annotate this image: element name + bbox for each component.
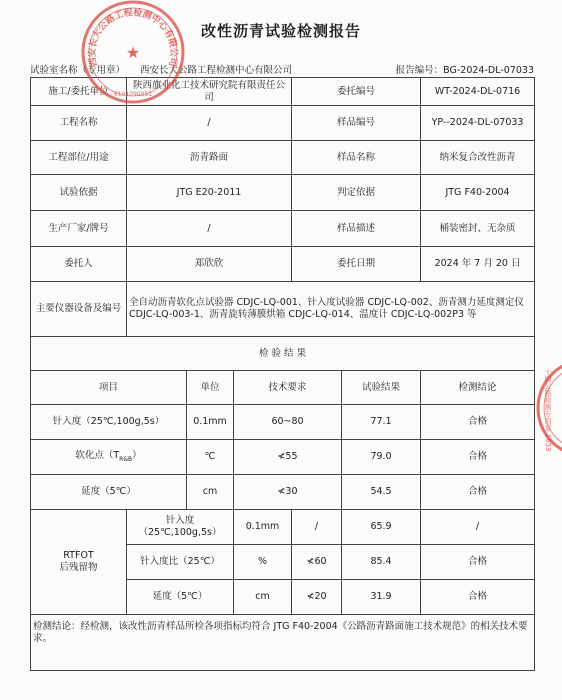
person-label: 委托人: [31, 247, 127, 282]
desc-label: 样品描述: [292, 211, 421, 247]
report-title: 改性沥青试验检测报告: [200, 22, 361, 40]
row-conclusion: 合格: [421, 405, 535, 440]
basis-label: 试验依据: [31, 175, 127, 211]
report-number: 报告编号：BG-2024-DL-07033: [395, 65, 534, 76]
svg-text:★: ★: [125, 43, 141, 62]
lab-label: 试验室名称（专用章）: [30, 65, 126, 76]
row-item-end: ）: [132, 450, 142, 462]
table-row: [31, 510, 535, 545]
row-item: 针入度比（25℃）: [127, 545, 234, 580]
conclusion-row: [31, 615, 535, 671]
entrust-no-value: WT-2024-DL-0716: [421, 78, 535, 106]
project-label: 工程名称: [31, 106, 127, 141]
equipment-value: 全自动沥青软化点试验器 CDJC-LQ-001、针入度试验器 CDJC-LQ-002、沥青测力延度测定仪 CDJC-LQ-003-1、沥青旋转薄膜烘箱 CDJC-LQ-014、温度计 CDJC-LQ-002P3 等: [127, 282, 535, 337]
row-conclusion: 合格: [421, 580, 535, 615]
col-header-req: 技术要求: [234, 371, 342, 405]
table-row: [31, 440, 535, 475]
info-row-location: [31, 141, 535, 175]
side-seal-stamp: [534, 356, 562, 460]
row-result: 31.9: [342, 580, 421, 615]
row-item-main: 软化点（T: [75, 450, 120, 462]
desc-value: 桶装密封、无杂质: [421, 211, 535, 247]
info-row-equipment: [31, 282, 535, 337]
row-conclusion: /: [421, 510, 535, 545]
date-value: 2024 年 7 月 20 日: [421, 247, 535, 282]
row-item: 延度（5℃）: [31, 475, 187, 510]
side-seal-text: 十国公路检测专用章 1653: [544, 368, 552, 452]
col-header-result: 试验结果: [342, 371, 421, 405]
date-label: 委托日期: [292, 247, 421, 282]
row-unit: ℃: [187, 440, 234, 475]
row-item: 针入度（25℃,100g,5s）: [127, 510, 234, 545]
row-unit: cm: [234, 580, 292, 615]
judge-label: 判定依据: [292, 175, 421, 211]
client-value: 陕西旗业化工技术研究院有限责任公司: [127, 78, 292, 106]
row-item: [31, 440, 187, 475]
row-unit: cm: [187, 475, 234, 510]
location-value: 沥青路面: [127, 141, 292, 175]
row-item-sub: R&B: [119, 456, 133, 464]
judge-value: JTG F40-2004: [421, 175, 535, 211]
info-row-maker: [31, 211, 535, 247]
person-value: 郑欣欣: [127, 247, 292, 282]
sample-no-label: 样品编号: [292, 106, 421, 141]
info-row-basis: [31, 175, 535, 211]
sample-no-value: YP--2024-DL-07033: [421, 106, 535, 141]
row-item: 针入度（25℃,100g,5s）: [31, 405, 187, 440]
client-label: 施工/委托单位: [31, 78, 127, 106]
sample-name-value: 纳米复合改性沥青: [421, 141, 535, 175]
project-value: /: [127, 106, 292, 141]
row-req: /: [292, 510, 342, 545]
sample-name-label: 样品名称: [292, 141, 421, 175]
col-header-unit: 单位: [187, 371, 234, 405]
lab-seal-number: 6101090051: [113, 91, 153, 98]
maker-value: /: [127, 211, 292, 247]
row-item: 延度（5℃）: [127, 580, 234, 615]
location-label: 工程部位/用途: [31, 141, 127, 175]
row-result: 79.0: [342, 440, 421, 475]
conclusion-text: 检测结论：经检测，该改性沥青样品所检各项指标均符合 JTG F40-2004《公路沥青路面施工技术规范》的相关技术要求。: [31, 615, 535, 671]
row-conclusion: 合格: [421, 545, 535, 580]
row-req: ≮20: [292, 580, 342, 615]
table-row: [31, 475, 535, 510]
row-result: 85.4: [342, 545, 421, 580]
entrust-no-label: 委托编号: [292, 78, 421, 106]
table-row: [31, 405, 535, 440]
info-row-client: [31, 78, 535, 106]
equipment-label: 主要仪器设备及编号: [31, 282, 127, 337]
row-conclusion: 合格: [421, 440, 535, 475]
maker-label: 生产厂家/牌号: [31, 211, 127, 247]
lab-seal-text: 西安长大公路工程检测中心有限公司: [87, 8, 179, 68]
basis-value: JTG E20-2011: [127, 175, 292, 211]
results-section-row: [31, 337, 535, 371]
row-req: ≮55: [234, 440, 342, 475]
row-unit: 0.1mm: [234, 510, 292, 545]
lab-name: 西安长大公路工程检测中心有限公司: [140, 65, 293, 76]
report-table: [30, 77, 535, 671]
row-req: ≮30: [234, 475, 342, 510]
rtfot-label: RTFOT 后残留物: [31, 510, 127, 615]
col-header-item: 项目: [31, 371, 187, 405]
row-result: 54.5: [342, 475, 421, 510]
row-result: 77.1: [342, 405, 421, 440]
row-unit: %: [234, 545, 292, 580]
results-section-title: 检 验 结 果: [31, 337, 535, 371]
results-header-row: [31, 371, 535, 405]
info-row-person: [31, 247, 535, 282]
row-conclusion: 合格: [421, 475, 535, 510]
row-req: ≮60: [292, 545, 342, 580]
col-header-conclusion: 检测结论: [421, 371, 535, 405]
row-req: 60~80: [234, 405, 342, 440]
report-header: [30, 62, 534, 76]
info-row-project: [31, 106, 535, 141]
row-unit: 0.1mm: [187, 405, 234, 440]
row-result: 65.9: [342, 510, 421, 545]
